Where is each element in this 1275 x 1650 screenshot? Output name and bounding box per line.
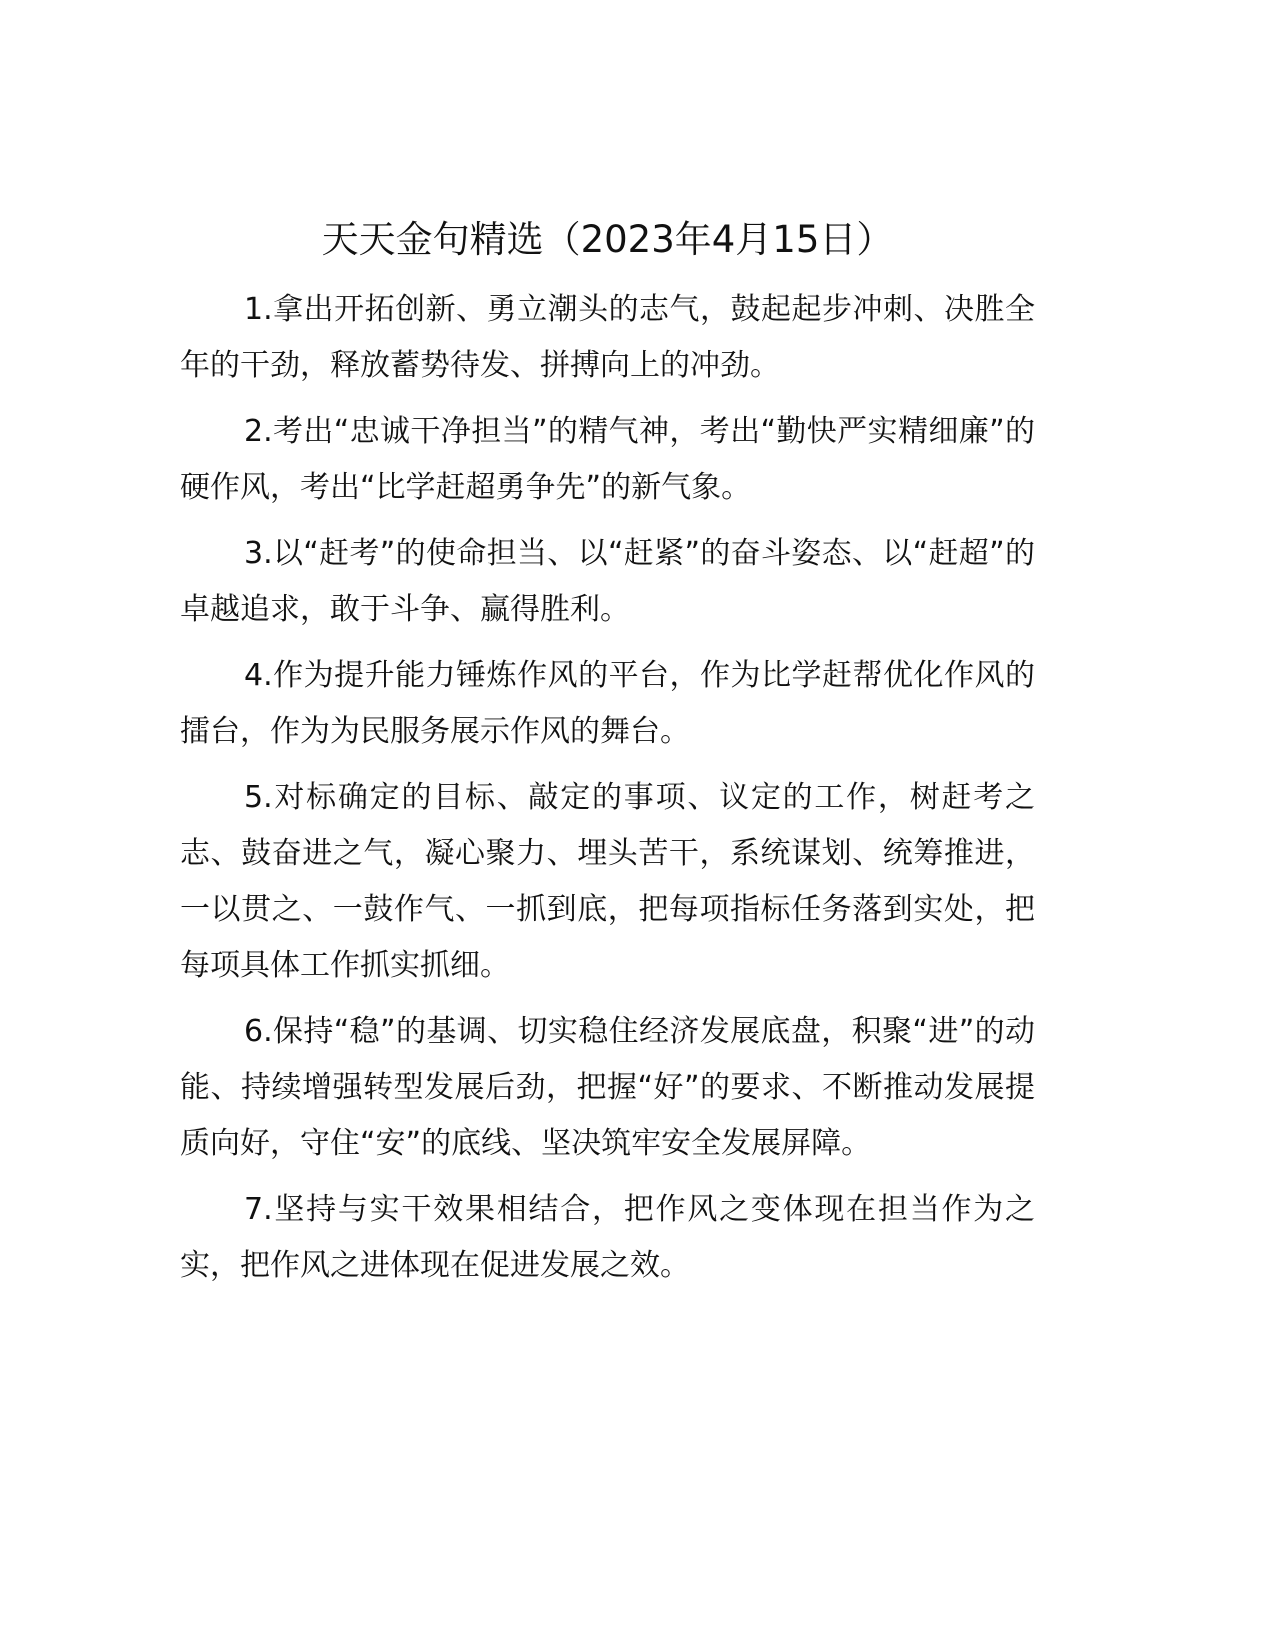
paragraph-5: 5.对标确定的目标、敲定的事项、议定的工作，树赶考之志、鼓奋进之气，凝心聚力、埋头苦干，系统谋划、统筹推进，一以贯之、一鼓作气、一抓到底，把每项指标任务落到实处，把每项具体工作抓实抓细。	[180, 780, 1035, 983]
document-title: 天天金句精选（2023年4月15日）	[321, 218, 894, 261]
paragraph-7: 7.坚持与实干效果相结合，把作风之变体现在担当作为之实，把作风之进体现在促进发展之效。	[180, 1192, 1035, 1283]
paragraph-2: 2.考出“忠诚干净担当”的精气神，考出“勤快严实精细廉”的硬作风，考出“比学赶超勇争先”的新气象。	[180, 414, 1035, 505]
paragraph-4: 4.作为提升能力锤炼作风的平台，作为比学赶帮优化作风的擂台，作为为民服务展示作风的舞台。	[180, 658, 1035, 749]
paragraph-3: 3.以“赶考”的使命担当、以“赶紧”的奋斗姿态、以“赶超”的卓越追求，敢于斗争、赢得胜利。	[180, 536, 1035, 627]
paragraph-6: 6.保持“稳”的基调、切实稳住经济发展底盘，积聚“进”的动能、持续增强转型发展后劲，把握“好”的要求、不断推动发展提质向好，守住“安”的底线、坚决筑牢安全发展屏障。	[180, 1014, 1035, 1161]
paragraph-1: 1.拿出开拓创新、勇立潮头的志气，鼓起起步冲刺、决胜全年的干劲，释放蓄势待发、拼搏向上的冲劲。	[180, 292, 1035, 383]
document-page	[180, 212, 1035, 1304]
